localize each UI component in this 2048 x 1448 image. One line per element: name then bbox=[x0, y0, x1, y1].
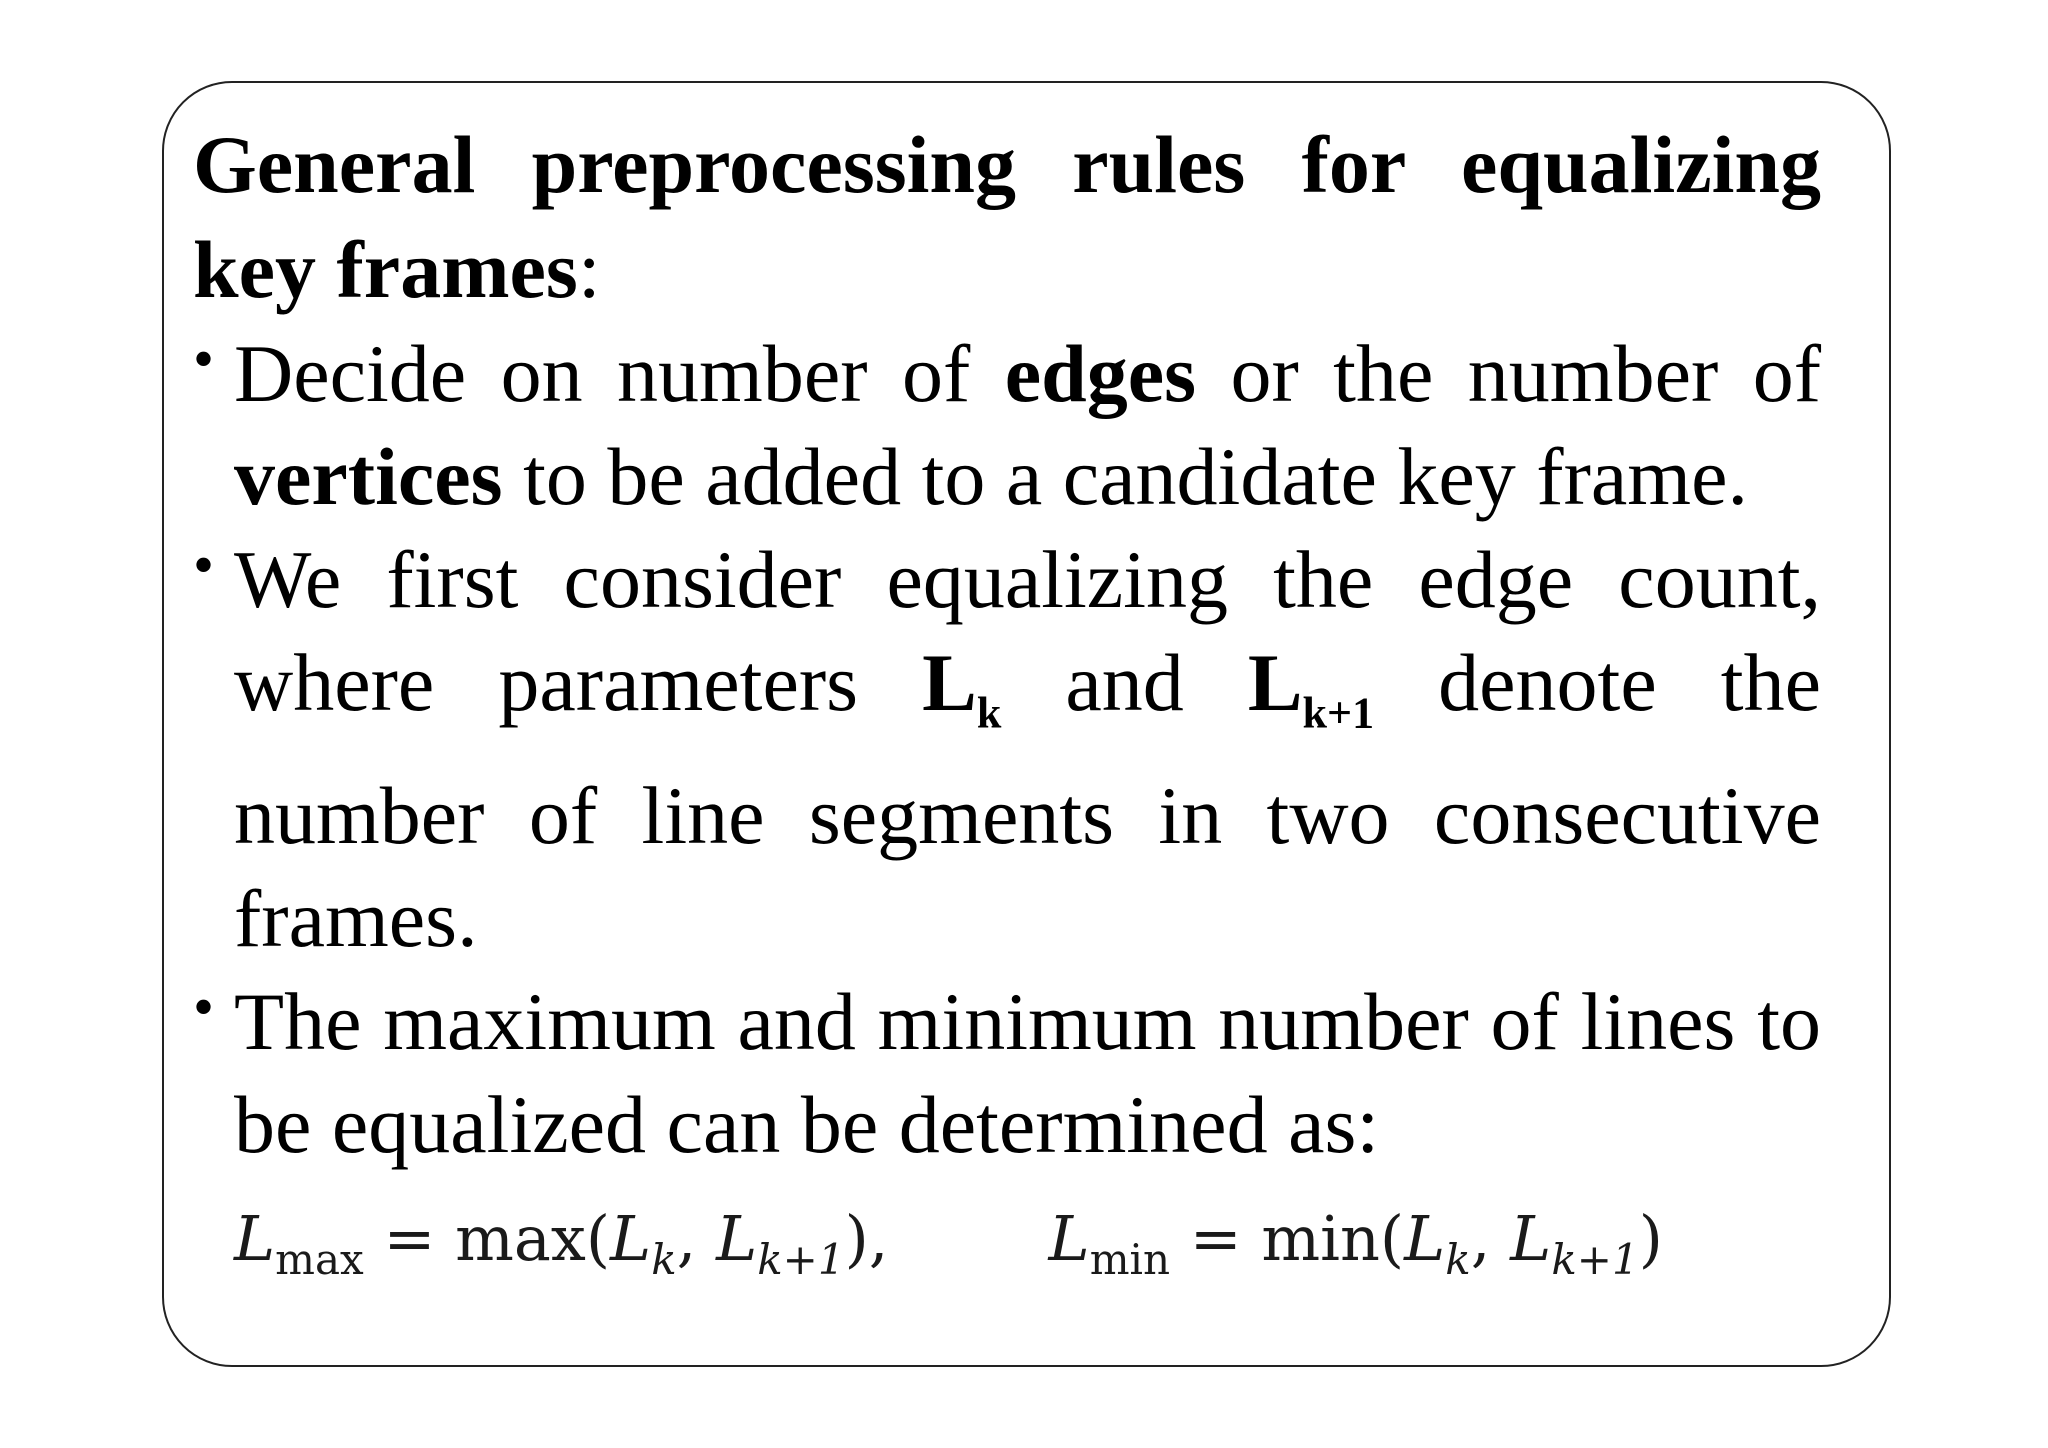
formula-subscript: k+1 bbox=[757, 1235, 845, 1285]
formula-lmax bbox=[234, 1202, 889, 1285]
formula-subscript: max bbox=[275, 1235, 364, 1285]
formula-subscript: min bbox=[1089, 1235, 1170, 1285]
formula-symbol: L bbox=[610, 1202, 652, 1276]
bullet-text: We first consider equalizing the edge count, where parameters bbox=[234, 534, 1821, 728]
symbol-lk bbox=[922, 637, 1002, 738]
formula-symbol: L bbox=[1510, 1202, 1552, 1276]
bullet-dot-icon: • bbox=[193, 326, 215, 392]
formula-text: ), bbox=[844, 1202, 889, 1276]
bullet-item-edges-vertices bbox=[193, 322, 1821, 528]
heading-colon: : bbox=[577, 224, 601, 315]
bullet-text: to be added to a candidate key frame. bbox=[502, 431, 1748, 522]
bullet-bold-edges: edges bbox=[1004, 328, 1197, 419]
formula-text: = max( bbox=[363, 1202, 611, 1276]
slide-content bbox=[193, 112, 1821, 1284]
formula-subscript: k bbox=[651, 1235, 677, 1285]
formula-symbol: L bbox=[1404, 1202, 1446, 1276]
bullet-text: or the number of bbox=[1196, 328, 1822, 419]
bullet-item-max-min bbox=[193, 970, 1821, 1176]
equation-lmax-lmin bbox=[193, 1202, 1821, 1284]
formula-text: , bbox=[676, 1202, 717, 1276]
formula-symbol: L bbox=[716, 1202, 758, 1276]
symbol-lk1-main: L bbox=[1247, 637, 1303, 728]
formula-subscript: k bbox=[1445, 1235, 1471, 1285]
formula-text: = min( bbox=[1170, 1202, 1405, 1276]
formula-symbol: L bbox=[234, 1202, 276, 1276]
symbol-lk-main: L bbox=[922, 637, 977, 728]
bullet-text: and bbox=[1001, 637, 1248, 728]
formula-lmin bbox=[1048, 1202, 1663, 1285]
symbol-lk1 bbox=[1247, 637, 1375, 738]
bullet-bold-vertices: vertices bbox=[234, 431, 503, 522]
bullet-dot-icon: • bbox=[193, 974, 215, 1041]
bullet-text: Decide on number of bbox=[234, 328, 1005, 419]
formula-subscript: k+1 bbox=[1551, 1235, 1639, 1285]
formula-text: ) bbox=[1638, 1202, 1663, 1276]
symbol-lk-subscript: k bbox=[976, 688, 1002, 738]
bullet-text: The maximum and minimum number of lines to be equalized can be determined as: bbox=[234, 976, 1821, 1171]
bullet-dot-icon: • bbox=[193, 532, 215, 598]
bullet-text: denote the number of line segments in two consecutive frames. bbox=[234, 637, 1821, 965]
bullet-list bbox=[193, 322, 1821, 1176]
formula-symbol: L bbox=[1048, 1202, 1090, 1276]
bullet-item-edge-count bbox=[193, 528, 1821, 970]
slide-heading bbox=[193, 112, 1821, 322]
heading-bold-text: General preprocessing rules for equalizing key frames bbox=[193, 119, 1821, 315]
symbol-lk1-subscript: k+1 bbox=[1302, 688, 1375, 738]
formula-text: , bbox=[1470, 1202, 1511, 1276]
